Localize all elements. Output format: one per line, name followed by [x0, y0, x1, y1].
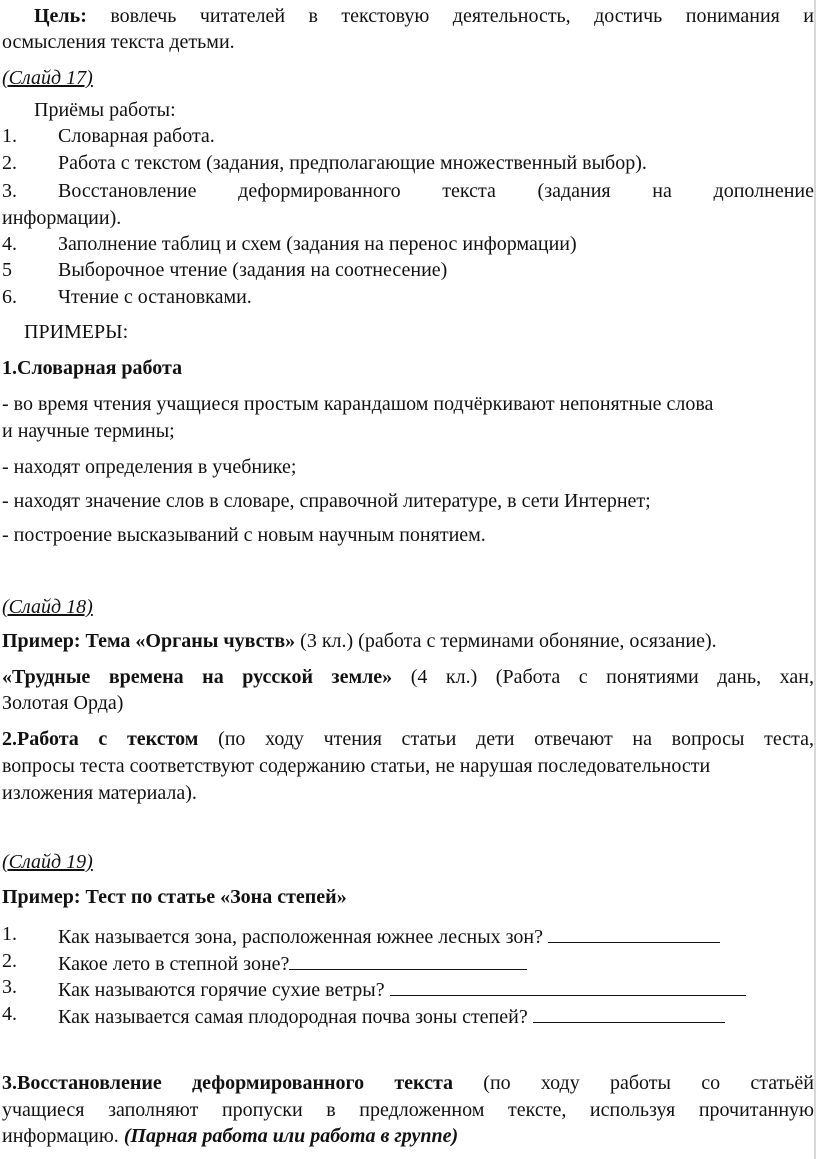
restore-line-1 — [2, 1071, 814, 1095]
method-number: 5 — [2, 259, 12, 281]
method-item: Выборочное чтение (задания на соотнесение) — [58, 259, 448, 281]
method-number: 6. — [2, 286, 17, 308]
method-number: 2. — [2, 152, 17, 174]
goal-line-1 — [34, 4, 814, 28]
test-question: Как называется самая плодородная почва зоны степей? — [58, 1002, 725, 1029]
example-hard-times-line-2: Золотая Орда) — [2, 692, 124, 714]
answer-blank[interactable] — [548, 922, 720, 943]
question-number: 4. — [2, 1003, 17, 1025]
method-item: Словарная работа. — [58, 125, 215, 147]
vocab-bullet: - находят определения в учебнике; — [2, 456, 297, 478]
example-hard-times-rest: (4 кл.) (Работа с понятиями дань, хан, — [410, 666, 815, 688]
slide-17-label: (Слайд 17) — [2, 67, 93, 89]
goal-label: Цель: — [34, 5, 87, 27]
test-question: Какое лето в степной зоне? — [58, 949, 527, 976]
test-example-heading: Пример: Тест по статье «Зона степей» — [2, 886, 347, 908]
question-number: 1. — [2, 923, 17, 945]
answer-blank[interactable] — [533, 1002, 725, 1023]
textwork-line-3: изложения материала). — [2, 782, 197, 804]
answer-blank[interactable] — [289, 949, 527, 970]
slide-19-label: (Слайд 19) — [2, 851, 93, 873]
answer-blank[interactable] — [390, 975, 746, 996]
example-organs — [2, 629, 717, 653]
vocab-bullet: - во время чтения учащиеся простым карандашом подчёркивают непонятные слова — [2, 393, 714, 415]
method-item: Работа с текстом (задания, предполагающие множественный выбор). — [58, 152, 647, 174]
vocab-bullet: - построение высказываний с новым научным понятием. — [2, 524, 486, 546]
method-number: 1. — [2, 125, 17, 147]
examples-heading: ПРИМЕРЫ: — [24, 321, 129, 343]
methods-heading: Приёмы работы: — [34, 99, 176, 121]
test-question: Как называются горячие сухие ветры? — [58, 975, 746, 1002]
question-number: 3. — [2, 976, 17, 998]
method-item: Восстановление деформированного текста (задания на дополнение — [58, 180, 814, 202]
textwork-line-1 — [2, 727, 814, 751]
example-organs-rest: (3 кл.) (работа с терминами обоняние, осязание). — [300, 630, 717, 652]
question-number: 2. — [2, 950, 17, 972]
goal-text: вовлечь читателей в текстовую деятельность, достичь понимания и — [110, 5, 815, 27]
textwork-line-2: вопросы теста соответствуют содержанию статьи, не нарушая последовательности — [2, 755, 711, 777]
vocab-bullet: - находят значение слов в словаре, справочной литературе, в сети Интернет; — [2, 490, 651, 512]
restore-rest: (по ходу работы со статьёй — [483, 1072, 814, 1094]
goal-line-2: осмысления текста детьми. — [2, 31, 235, 53]
method-number: 4. — [2, 233, 17, 255]
test-question: Как называется зона, расположенная южнее лесных зон? — [58, 922, 720, 949]
textwork-heading: 2.Работа с текстом — [2, 728, 199, 750]
slide-18-label: (Слайд 18) — [2, 596, 93, 618]
restore-group-note: (Парная работа или работа в группе) — [123, 1125, 459, 1147]
method-item: Заполнение таблиц и схем (задания на перенос информации) — [58, 233, 577, 255]
vocab-bullet-continuation: и научные термины; — [2, 420, 175, 442]
method-number: 3. — [2, 180, 17, 202]
restore-line-3: информацию. (Парная работа или работа в группе) — [2, 1125, 459, 1147]
restore-line-2: учащиеся заполняют пропуски в предложенном тексте, используя прочитанную — [2, 1099, 814, 1121]
textwork-rest: (по ходу чтения статьи дети отвечают на вопросы теста, — [218, 728, 814, 750]
restore-heading: 3.Восстановление деформированного текста — [2, 1072, 454, 1094]
example-organs-label: Пример: Тема «Органы чувств» — [2, 630, 296, 652]
example-hard-times-title: «Трудные времена на русской земле» — [2, 666, 393, 688]
vocab-heading: 1.Словарная работа — [2, 357, 183, 379]
method-item-continuation: информации). — [2, 207, 122, 229]
method-item: Чтение с остановками. — [58, 286, 252, 308]
example-hard-times — [2, 665, 814, 689]
